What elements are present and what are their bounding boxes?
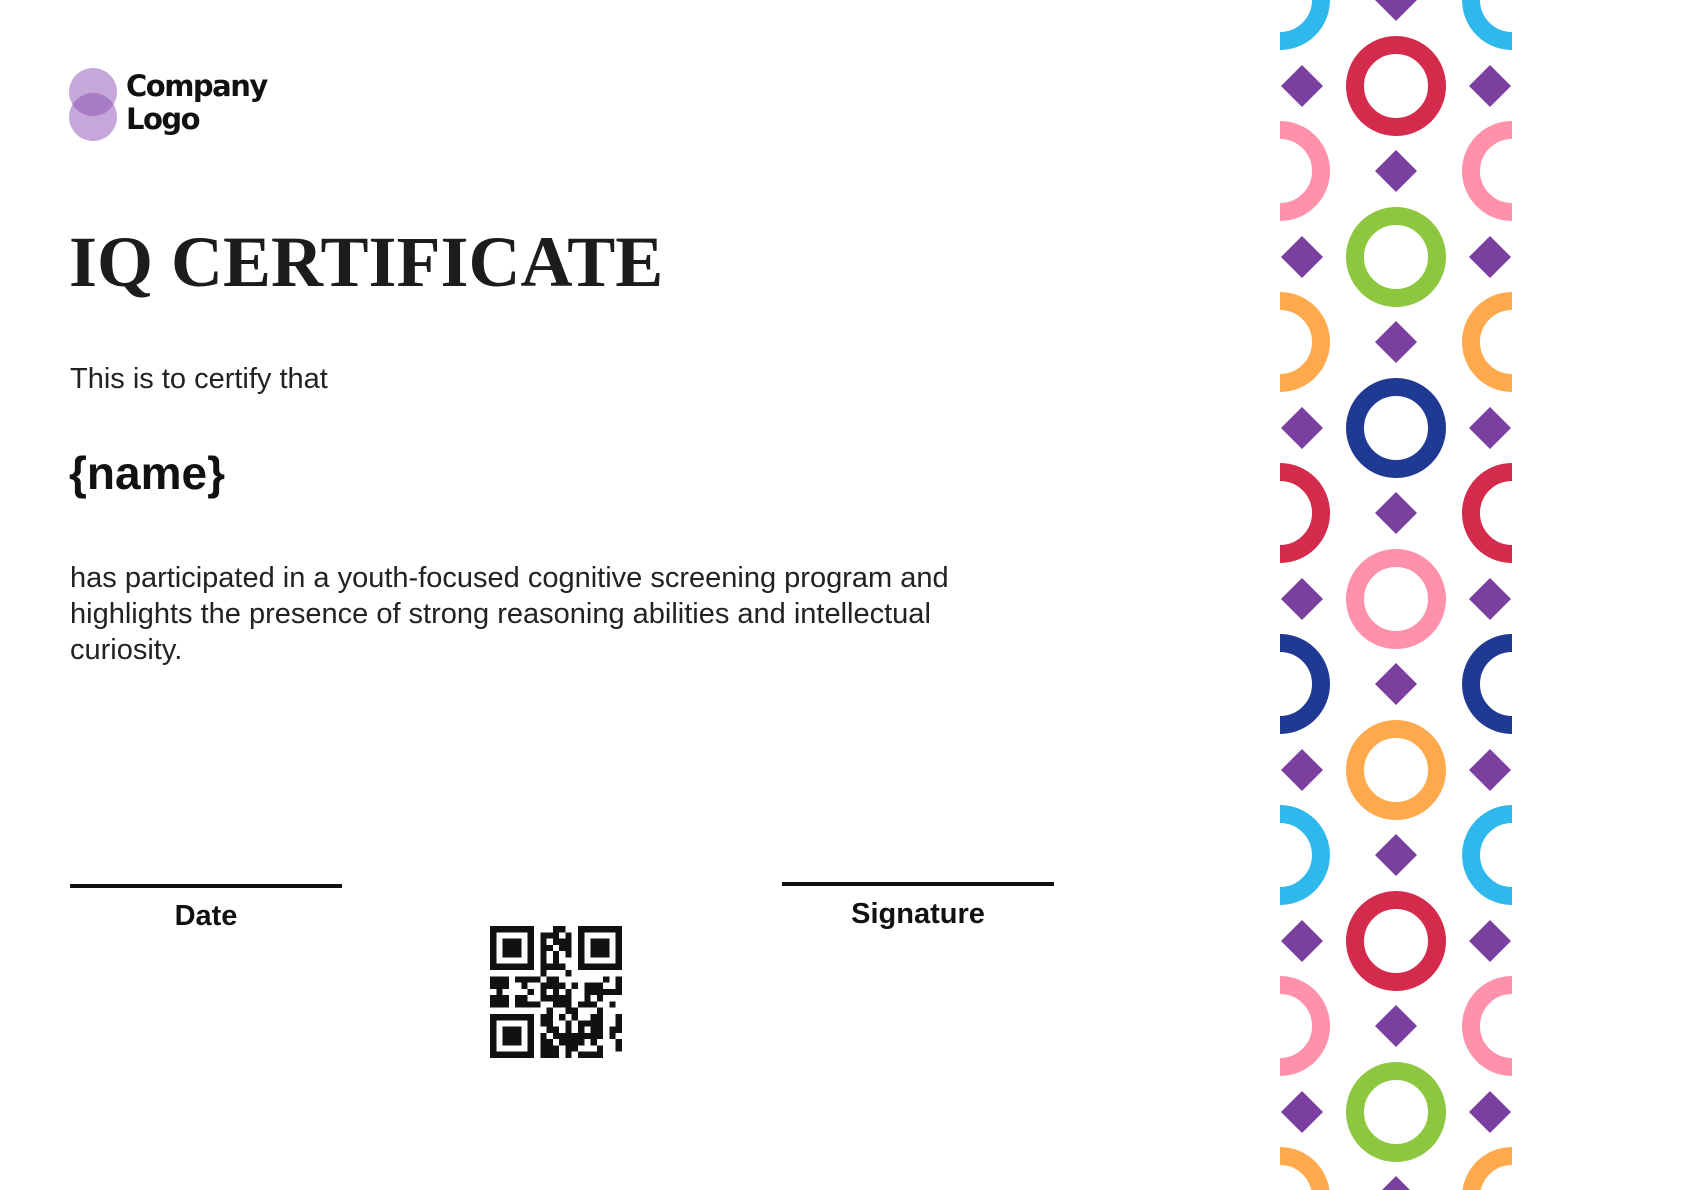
pattern-diamond bbox=[1281, 578, 1323, 620]
pattern-arc-right bbox=[1471, 814, 1512, 896]
qr-code-icon bbox=[490, 926, 622, 1058]
certificate-title: IQ CERTIFICATE bbox=[69, 222, 664, 302]
pattern-arc-left bbox=[1280, 814, 1321, 896]
certify-intro: This is to certify that bbox=[70, 363, 328, 395]
pattern-arc-left bbox=[1280, 472, 1321, 554]
pattern-ring bbox=[1355, 729, 1437, 811]
logo-mark bbox=[69, 66, 119, 142]
pattern-arc-right bbox=[1471, 1156, 1512, 1190]
date-line bbox=[70, 884, 342, 888]
pattern-diamond bbox=[1375, 0, 1417, 21]
pattern-arc-left bbox=[1280, 643, 1321, 725]
signature-label: Signature bbox=[851, 898, 985, 930]
pattern-ring bbox=[1355, 900, 1437, 982]
pattern-diamond bbox=[1281, 1091, 1323, 1133]
pattern-diamond bbox=[1375, 321, 1417, 363]
pattern-arc-left bbox=[1280, 0, 1321, 41]
pattern-diamond bbox=[1281, 749, 1323, 791]
pattern-diamond bbox=[1469, 749, 1511, 791]
pattern-diamond bbox=[1469, 407, 1511, 449]
logo-line-1: Company bbox=[126, 69, 267, 103]
certificate-body: has participated in a youth-focused cognitive screening program and highlights the presence of strong reasoning abilities and intellectual curiosity. bbox=[70, 562, 949, 666]
pattern-ring bbox=[1355, 1071, 1437, 1153]
pattern-ring bbox=[1355, 558, 1437, 640]
pattern-diamond bbox=[1375, 1176, 1417, 1190]
pattern-diamond bbox=[1375, 150, 1417, 192]
logo-circle-bottom bbox=[69, 93, 117, 141]
pattern-arc-right bbox=[1471, 472, 1512, 554]
signature-line bbox=[782, 882, 1054, 886]
pattern-diamond bbox=[1375, 663, 1417, 705]
recipient-name: {name} bbox=[69, 447, 225, 499]
pattern-arc-right bbox=[1471, 0, 1512, 41]
pattern-arc-right bbox=[1471, 643, 1512, 725]
pattern-diamond bbox=[1281, 407, 1323, 449]
pattern-arc-left bbox=[1280, 985, 1321, 1067]
company-logo bbox=[69, 66, 299, 146]
pattern-arc-right bbox=[1471, 301, 1512, 383]
pattern-arc-left bbox=[1280, 301, 1321, 383]
pattern-ring bbox=[1355, 387, 1437, 469]
pattern-diamond bbox=[1469, 65, 1511, 107]
decorative-pattern bbox=[1280, 0, 1512, 1190]
date-label: Date bbox=[174, 900, 238, 932]
pattern-diamond bbox=[1469, 236, 1511, 278]
pattern-diamond bbox=[1281, 65, 1323, 107]
date-field bbox=[70, 884, 342, 933]
pattern-arc-right bbox=[1471, 130, 1512, 212]
signature-field bbox=[782, 882, 1054, 931]
pattern-diamond bbox=[1281, 236, 1323, 278]
pattern-arc-left bbox=[1280, 1156, 1321, 1190]
logo-line-2: Logo bbox=[126, 102, 200, 136]
pattern-ring bbox=[1355, 45, 1437, 127]
pattern-diamond bbox=[1375, 492, 1417, 534]
pattern-diamond bbox=[1469, 1091, 1511, 1133]
pattern-diamond bbox=[1375, 1005, 1417, 1047]
pattern-diamond bbox=[1469, 578, 1511, 620]
pattern-ring bbox=[1355, 216, 1437, 298]
pattern-arc-right bbox=[1471, 985, 1512, 1067]
pattern-diamond bbox=[1281, 920, 1323, 962]
pattern-diamond bbox=[1469, 920, 1511, 962]
pattern-arc-left bbox=[1280, 130, 1321, 212]
pattern-diamond bbox=[1375, 834, 1417, 876]
logo-wordmark bbox=[126, 70, 267, 136]
